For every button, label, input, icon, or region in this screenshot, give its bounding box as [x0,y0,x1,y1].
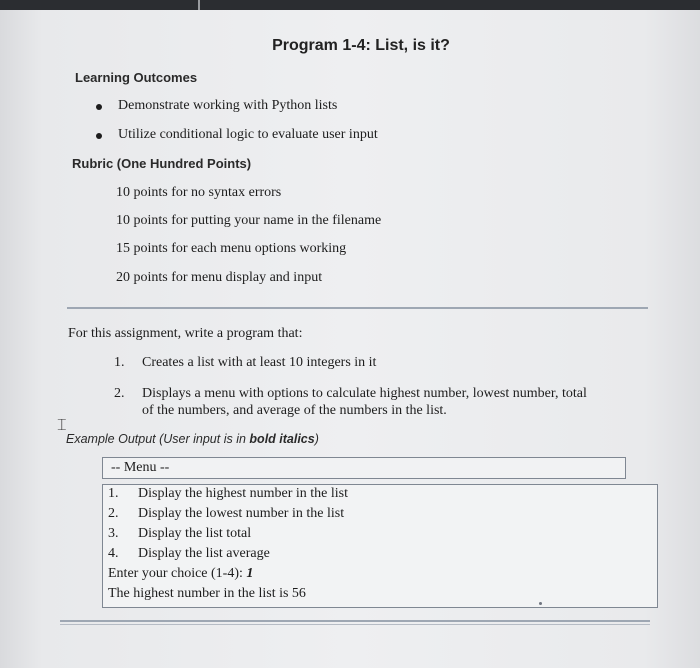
result-line: The highest number in the list is 56 [108,586,306,601]
rubric-item: 10 points for putting your name in the filename [116,213,382,228]
menu-header-box [102,457,626,479]
menu-option: 4. Display the list average [108,546,270,561]
assignment-intro: For this assignment, write a program that: [68,326,303,341]
step-text: Displays a menu with options to calculate highest number, lowest number, total [142,386,587,401]
rubric-heading: Rubric (One Hundred Points) [72,156,252,171]
top-bar-divider [198,0,200,10]
step-number: 1. [114,355,125,370]
menu-header: -- Menu -- [111,460,170,475]
bottom-divider-shadow [60,624,650,625]
step-number: 2. [114,386,125,401]
example-caption: Example Output (User input is in bold italics) [66,432,319,446]
text-cursor-icon: ⌶ [57,417,67,434]
menu-option: 2. Display the lowest number in the list [108,506,345,521]
learning-outcomes-heading: Learning Outcomes [75,70,198,85]
section-divider [67,307,648,309]
rubric-item: 20 points for menu display and input [116,270,323,285]
page-title: Program 1-4: List, is it? [272,37,450,54]
rubric-item: 15 points for each menu options working [116,241,347,256]
step-text: Creates a list with at least 10 integers in it [142,355,377,370]
bullet-icon [96,133,102,139]
window-top-bar [0,0,700,10]
learning-outcome-item: Utilize conditional logic to evaluate user input [118,127,378,143]
menu-option: 1. Display the highest number in the list [108,486,348,501]
user-input: 1 [246,566,254,581]
menu-option: 3. Display the list total [108,526,252,541]
example-output-box [102,484,658,608]
bottom-divider [60,620,650,622]
dust-speck [539,602,542,605]
rubric-item: 10 points for no syntax errors [116,185,282,200]
learning-outcome-item: Demonstrate working with Python lists [118,98,337,114]
choice-prompt: Enter your choice (1-4): 1 [108,566,254,581]
bullet-icon [96,104,102,110]
step-text-continuation: of the numbers, and average of the numbers in the list. [142,403,447,418]
